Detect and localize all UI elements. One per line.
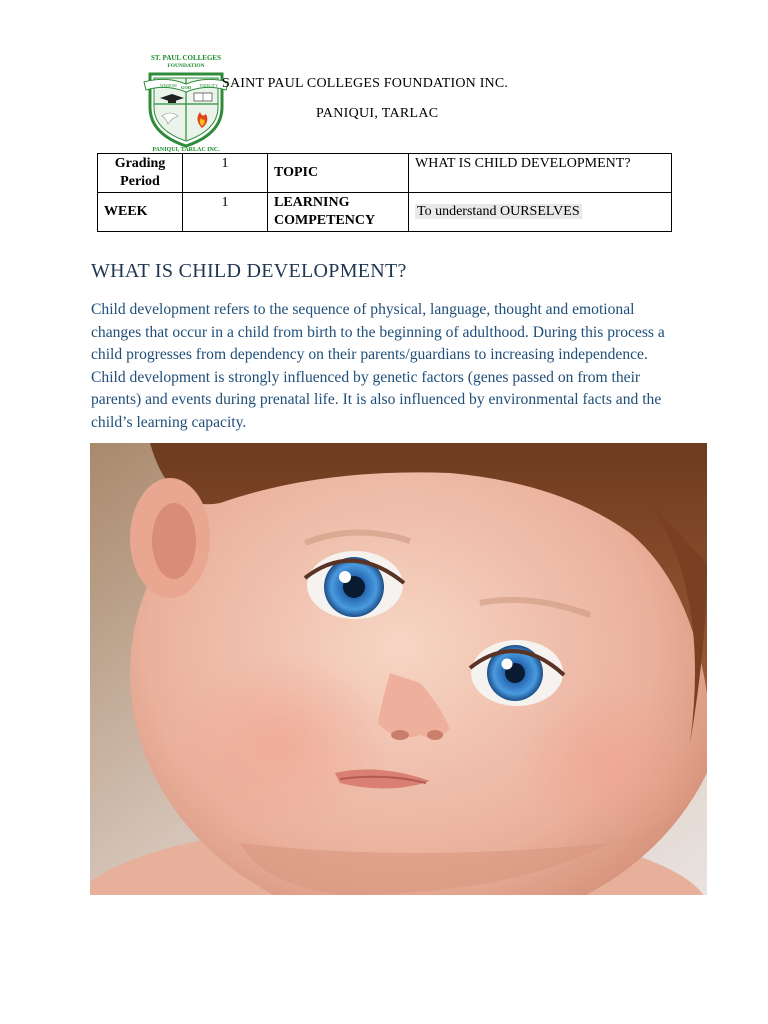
body-paragraph: Child development refers to the sequence of physical, language, thought and emotional changes that occur in a child from birth to the beginning of adulthood. During this process a child progresses from dependency on their parents/guardians to increasing independence. Child development is strongly influenced by genetic factors (genes passed on from their parents) and events during prenatal life. It is also influenced by environmental facts and the child’s learning capacity. (91, 301, 665, 431)
topic-value: WHAT IS CHILD DEVELOPMENT? (409, 154, 672, 193)
logo-top-text-2: FOUNDATION (167, 63, 205, 69)
logo-top-text: ST. PAUL COLLEGES (151, 54, 221, 62)
week-label: WEEK (98, 193, 183, 232)
page-heading: WHAT IS CHILD DEVELOPMENT? (91, 260, 407, 282)
learning-competency-cell (409, 193, 672, 232)
week-value: 1 (183, 193, 268, 232)
school-location: PANIQUI, TARLAC (316, 106, 439, 121)
baby-photo (90, 443, 707, 895)
topic-label: TOPIC (268, 154, 409, 193)
learning-competency-label: LEARNING COMPETENCY (268, 193, 409, 232)
table-row (98, 193, 672, 232)
grading-period-value: 1 (183, 154, 268, 193)
learning-competency-value: To understand OURSELVES (417, 204, 580, 219)
table-row (98, 154, 672, 193)
info-table (97, 153, 672, 232)
logo-banner-mid: GOD (180, 85, 192, 90)
logo-bottom-text: PANIQUI, TARLAC INC. (152, 147, 220, 152)
school-name: SAINT PAUL COLLEGES FOUNDATION INC. (222, 76, 509, 91)
school-logo-icon (136, 52, 236, 152)
grading-period-label: Grading Period (98, 154, 183, 193)
logo-banner-left: WISDOM (160, 83, 177, 88)
logo-banner-right: FIDELITY (200, 83, 218, 88)
